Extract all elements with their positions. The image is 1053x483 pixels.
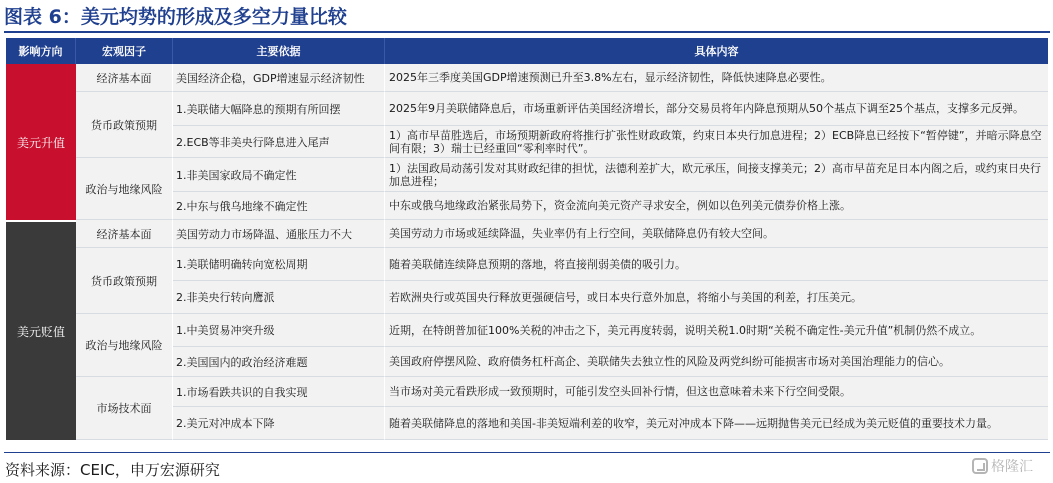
row-content: 美国政府停摆风险、政府债务杠杆高企、美联储失去独立性的风险及两党纠纷可能损害市场对美国治理能力的信心。 [385, 347, 1048, 377]
row-content: 美国劳动力市场或延续降温，失业率仍有上行空间，美联储降息仍有较大空间。 [385, 220, 1048, 248]
factor-down-economy: 经济基本面 [76, 220, 173, 248]
row-content: 当市场对美元看跌形成一致预期时，可能引发空头回补行情，但这也意味着未来下行空间受限。 [385, 377, 1048, 407]
row-content: 若欧洲央行或英国央行释放更强硬信号，或日本央行意外加息，将缩小与美国的利差，打压美元。 [385, 281, 1048, 314]
header-direction: 影响方向 [6, 38, 76, 64]
header-content: 具体内容 [385, 38, 1048, 64]
factor-down-politics: 政治与地缘风险 [76, 314, 173, 377]
group-dollar-appreciation: 美元升值 [6, 64, 76, 220]
row-basis: 1.市场看跌共识的自我实现 [173, 377, 385, 407]
row-basis: 1.美联储明确转向宽松周期 [173, 248, 385, 281]
watermark-text: 格隆汇 [991, 459, 1033, 475]
row-content: 近期，在特朗普加征100%关税的冲击之下，美元再度转弱，说明关税1.0时期“关税不确定性-美元升值”机制仍然不成立。 [385, 314, 1048, 347]
row-content: 1）高市早苗胜选后，市场预期新政府将推行扩张性财政政策，约束日本央行加息进程；2）ECB降息已经按下“暂停键”，并暗示降息空间有限；3）瑞士已经重回“零利率时代”。 [385, 126, 1048, 158]
row-content: 随着美联储连续降息预期的落地，将直接削弱美债的吸引力。 [385, 248, 1048, 281]
row-content: 2025年三季度美国GDP增速预测已升至3.8%左右，显示经济韧性，降低快速降息必要性。 [385, 64, 1048, 92]
row-basis: 2.ECB等非美央行降息进入尾声 [173, 126, 385, 158]
row-basis: 1.中美贸易冲突升级 [173, 314, 385, 347]
title-rule [4, 31, 1050, 33]
row-basis: 2.美国国内的政治经济难题 [173, 347, 385, 377]
comparison-table [6, 38, 1048, 450]
factor-down-technical: 市场技术面 [76, 377, 173, 440]
row-content: 随着美联储降息的落地和美国-非美短端利差的收窄，美元对冲成本下降——远期抛售美元已经成为美元贬值的重要技术力量。 [385, 407, 1048, 440]
bottom-rule [4, 452, 1050, 453]
header-factor: 宏观因子 [76, 38, 173, 64]
header-basis: 主要依据 [173, 38, 385, 64]
factor-down-monetary: 货币政策预期 [76, 248, 173, 314]
source-note: 资料来源：CEIC，申万宏源研究 [5, 461, 220, 479]
watermark-logo-icon [972, 458, 988, 474]
page-title: 图表 6：美元均势的形成及多空力量比较 [4, 6, 347, 28]
factor-up-politics: 政治与地缘风险 [76, 158, 173, 220]
factor-up-monetary: 货币政策预期 [76, 92, 173, 158]
row-basis: 2.非美央行转向鹰派 [173, 281, 385, 314]
factor-up-economy: 经济基本面 [76, 64, 173, 92]
row-basis: 2.美元对冲成本下降 [173, 407, 385, 440]
watermark [972, 456, 1033, 476]
row-basis: 1.美联储大幅降息的预期有所回摆 [173, 92, 385, 126]
row-basis: 2.中东与俄乌地缘不确定性 [173, 192, 385, 220]
group-dollar-depreciation: 美元贬值 [6, 220, 76, 440]
row-content: 2025年9月美联储降息后，市场重新评估美国经济增长，部分交易员将年内降息预期从50个基点下调至25个基点，支撑多元反弹。 [385, 92, 1048, 126]
row-content: 1）法国政局动荡引发对其财政纪律的担忧，法德利差扩大，欧元承压，间接支撑美元；2）高市早苗充足日本内阁之后，或约束日央行加息进程； [385, 158, 1048, 192]
row-basis: 美国经济企稳，GDP增速显示经济韧性 [173, 64, 385, 92]
row-basis: 美国劳动力市场降温、通胀压力不大 [173, 220, 385, 248]
row-basis: 1.非美国家政局不确定性 [173, 158, 385, 192]
row-content: 中东或俄乌地缘政治紧张局势下，资金流向美元资产寻求安全，例如以色列美元债券价格上涨。 [385, 192, 1048, 220]
